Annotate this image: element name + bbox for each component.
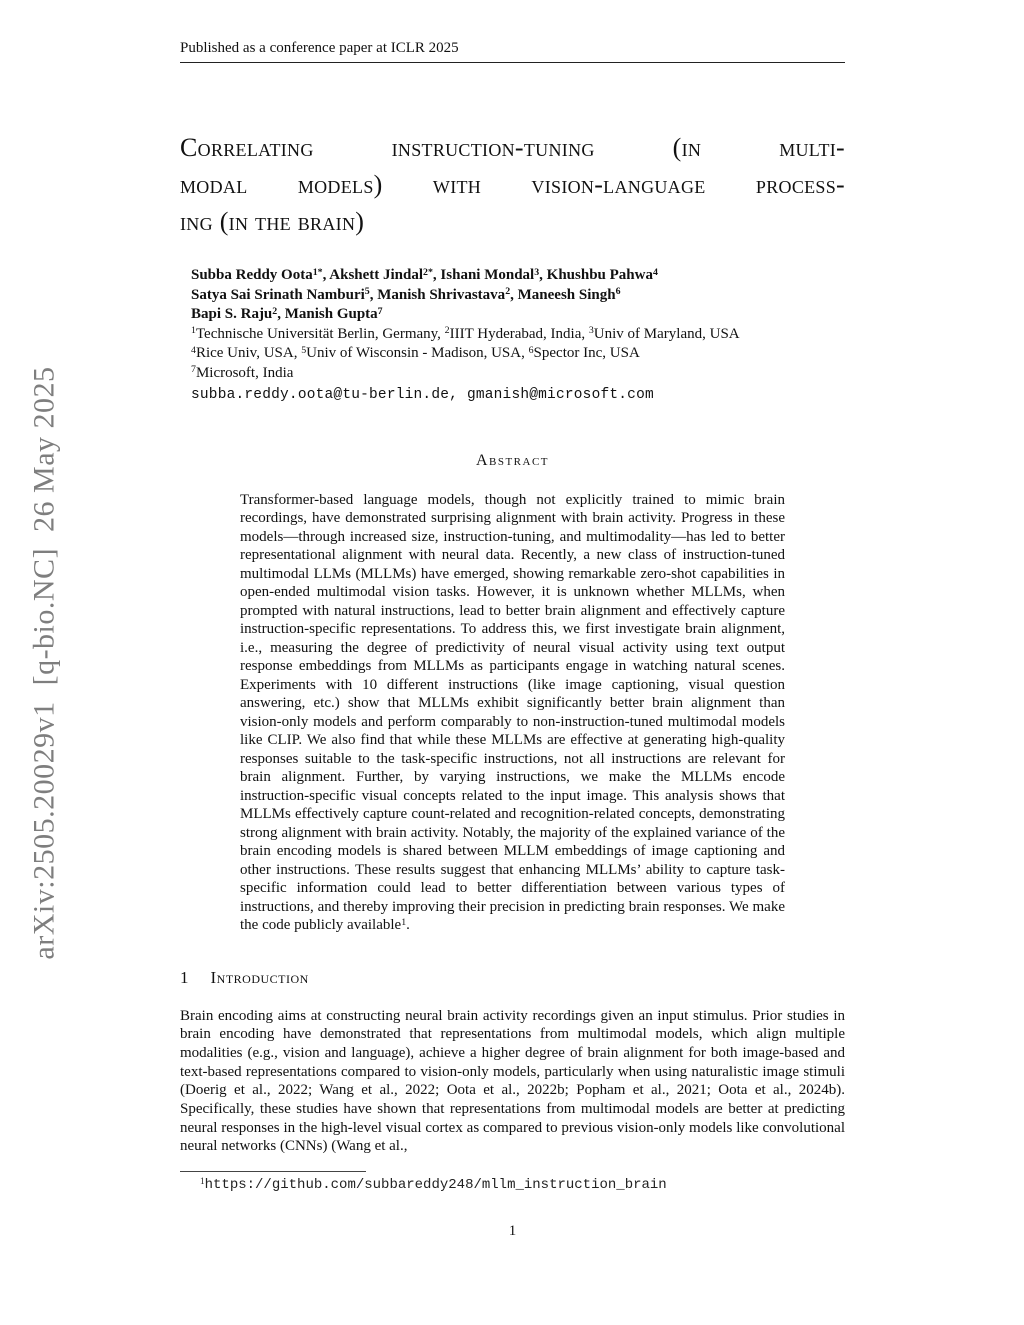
page-number: 1: [508, 1223, 517, 1240]
footnote-rule: [180, 1171, 366, 1172]
section-heading-introduction: [180, 968, 845, 988]
footnote: [180, 1177, 845, 1193]
author-names-line: Satya Sai Srinath Namburi$^5$, Manish Shrivastava$^2$, Maneesh Singh$^6$: [191, 286, 621, 303]
abstract-text-end: .: [406, 917, 410, 933]
affiliation-line: $^4$Rice Univ, USA, $^5$Univ of Wisconsin - Madison, USA, $^6$Spector Inc, USA: [191, 344, 640, 361]
arxiv-watermark-text: arXiv:2505.20029v1 [q-bio.NC] 26 May 2025: [28, 365, 61, 960]
running-header: Published as a conference paper at ICLR 2025: [180, 40, 845, 63]
paper-title: [180, 129, 845, 240]
author-names-line: Subba Reddy Oota$^{1*}$, Akshett Jindal$^{2*}$, Ishani Mondal$^3$, Khushbu Pahwa$^4$: [191, 266, 658, 283]
title-line: ing (in the brain): [180, 207, 365, 236]
title-line: modal models) with vision-language process-: [180, 170, 845, 199]
github-link[interactable]: https://github.com/subbareddy248/mllm_instruction_brain: [204, 1177, 667, 1194]
footnote-marker: 1: [200, 1175, 205, 1186]
authors-block: [180, 266, 845, 406]
email-line[interactable]: subba.reddy.oota@tu-berlin.de, gmanish@microsoft.com: [191, 387, 654, 403]
section-label: Introduction: [210, 967, 309, 987]
affiliation-line: $^7$Microsoft, India: [191, 364, 294, 381]
section-number: 1: [180, 967, 189, 987]
abstract-text: Transformer-based language models, though not explicitly trained to mimic brain recordings, have demonstrated surprising alignment with brain activity. Progress in these models—through increased size, instruction-tuning, and multimodality—has led to better representational alignment with neural data. Recently, a new class of instruction-tuned multimodal LLMs (MLLMs) have emerged, showing remarkable zero-shot capabilities in open-ended multimodal vision tasks. However, it is unknown whether MLLMs, when prompted with natural instructions, lead to better brain alignment and effectively capture instruction-specific representations. To address this, we first investigate brain alignment, i.e., measuring the degree of predictivity of neural visual activity using text output response embeddings from MLLMs as participants engage in watching natural scenes. Experiments with 10 different instructions (like image captioning, visual question answering, etc.) show that MLLMs exhibit significantly better brain alignment than vision-only models and perform comparably to non-instruction-tuned multimodal models like CLIP. We also find that while these MLLMs are effective at generating high-quality responses suitable to the task-specific instructions, not all instructions are relevant for brain alignment. Further, by varying instructions, we make the MLLMs encode instruction-specific visual concepts related to the input image. This analysis shows that MLLMs effectively capture count-related and recognition-related concepts, demonstrating strong alignment with brain activity. Notably, the majority of the explained variance of the brain encoding models is shared between MLLM embeddings of image captioning and other instructions. These results suggest that enhancing MLLMs’ ability to capture task-specific information could lead to better differentiation between various types of instructions, and thereby improving their precision in predicting brain responses. We make the code publicly available: [240, 491, 785, 933]
title-line: Correlating instruction-tuning (in multi-: [180, 133, 845, 162]
abstract-heading: Abstract: [475, 451, 550, 469]
arxiv-watermark: [0, 0, 90, 1325]
abstract-footnote-marker: 1: [401, 916, 407, 928]
page-content: [180, 40, 845, 1240]
abstract-body: [240, 491, 785, 935]
affiliation-line: $^1$Technische Universität Berlin, Germany, $^2$IIIT Hyderabad, India, $^3$Univ of Maryland, USA: [191, 325, 740, 342]
intro-paragraph: Brain encoding aims at constructing neural brain activity recordings given an input stimulus. Prior studies in brain encoding have demonstrated that representations from multimodal models, which align multiple modalities (e.g., vision and language), achieve a higher degree of brain alignment for both image-based and text-based representations compared to vision-only models, particularly when using naturalistic image stimuli (Doerig et al., 2022; Wang et al., 2022; Oota et al., 2022b; Popham et al., 2021; Oota et al., 2024b). Specifically, these studies have shown that representations from multimodal models are better at predicting neural responses in the high-level visual cortex as compared to previous vision-only models like convolutional neural networks (CNNs) (Wang et al.,: [180, 1007, 845, 1155]
author-names-line: Bapi S. Raju$^2$, Manish Gupta$^7$: [191, 305, 383, 322]
